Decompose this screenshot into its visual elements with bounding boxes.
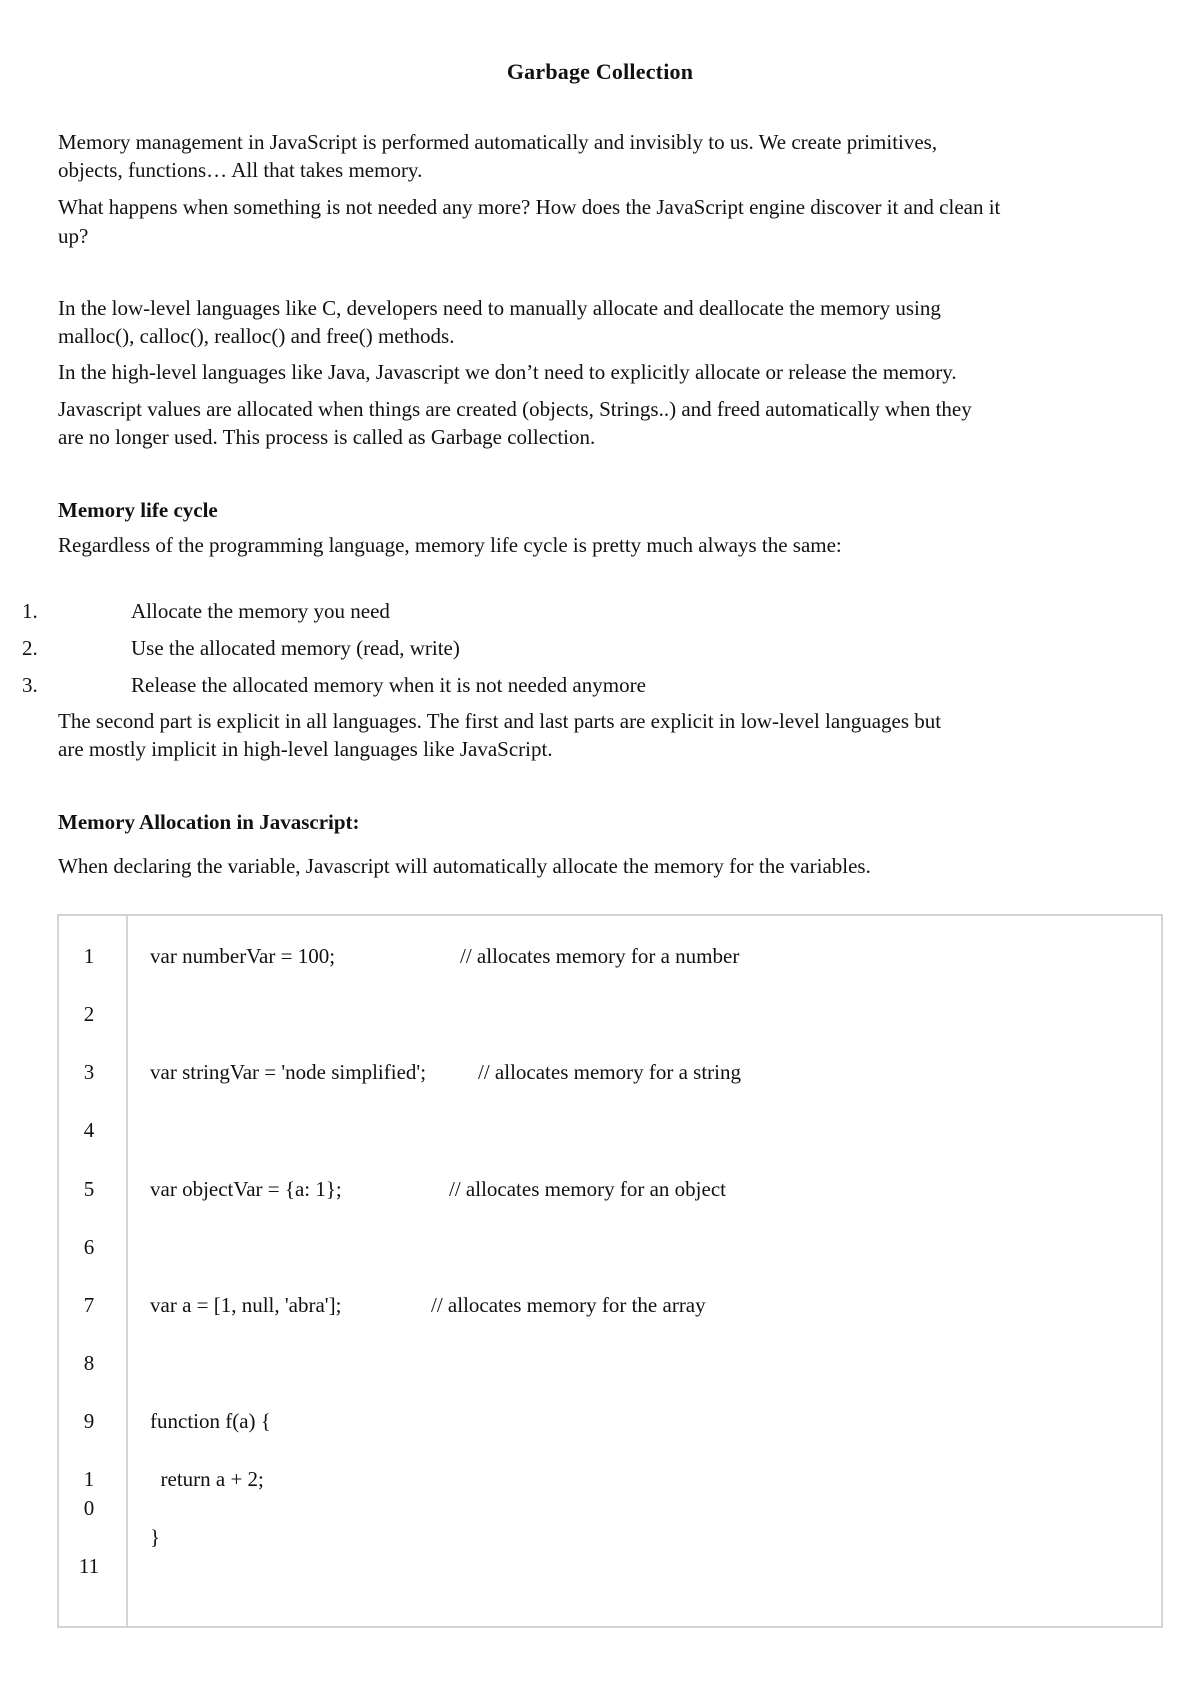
line-number: 1 [83, 1467, 95, 1491]
list-item-number: 1. [22, 599, 38, 623]
section-heading-life-cycle: Memory life cycle [58, 498, 218, 522]
languages-paragraph-line: In the low-level languages like C, developers need to manually allocate and deallocate the memory using [58, 296, 941, 320]
intro-paragraph-line: What happens when something is not needed any more? How does the JavaScript engine discover it and clean it [58, 195, 1001, 219]
page-title: Garbage Collection [506, 59, 694, 84]
line-number: 2 [83, 1002, 95, 1026]
code-line: } [150, 1525, 161, 1549]
section-heading-allocation: Memory Allocation in Javascript: [58, 810, 360, 834]
list-item-number: 3. [22, 673, 38, 697]
languages-paragraph-line: In the high-level languages like Java, Javascript we don’t need to explicitly allocate or release the memory. [58, 360, 957, 384]
list-item-number: 2. [22, 636, 38, 660]
code-line: var objectVar = {a: 1}; [150, 1177, 342, 1201]
languages-paragraph-line: Javascript values are allocated when things are created (objects, Strings..) and freed automatically when they [58, 397, 972, 421]
code-gutter-divider [126, 914, 128, 1628]
languages-paragraph-line: malloc(), calloc(), realloc() and free() methods. [58, 324, 455, 348]
life-cycle-outro-line: are mostly implicit in high-level languages like JavaScript. [58, 737, 553, 761]
line-number: 8 [83, 1351, 95, 1375]
code-line: var numberVar = 100; [150, 944, 336, 968]
line-number: 3 [83, 1060, 95, 1084]
code-comment: // allocates memory for a number [460, 944, 740, 968]
list-item-text: Use the allocated memory (read, write) [131, 636, 460, 660]
life-cycle-intro: Regardless of the programming language, memory life cycle is pretty much always the same: [58, 533, 842, 557]
code-line: function f(a) { [150, 1409, 271, 1433]
allocation-intro: When declaring the variable, Javascript will automatically allocate the memory for the variables. [58, 854, 871, 878]
code-line: var a = [1, null, 'abra']; [150, 1293, 342, 1317]
code-line: return a + 2; [150, 1467, 264, 1491]
intro-paragraph-line: up? [58, 224, 89, 248]
line-number: 7 [83, 1293, 95, 1317]
line-number: 1 [83, 944, 95, 968]
line-number: 0 [83, 1496, 95, 1520]
life-cycle-outro-line: The second part is explicit in all languages. The first and last parts are explicit in low-level languages but [58, 709, 942, 733]
line-number: 5 [83, 1177, 95, 1201]
languages-paragraph-line: are no longer used. This process is called as Garbage collection. [58, 425, 596, 449]
list-item-text: Release the allocated memory when it is not needed anymore [131, 673, 646, 697]
code-comment: // allocates memory for a string [478, 1060, 742, 1084]
line-number: 9 [83, 1409, 95, 1433]
intro-paragraph-line: objects, functions… All that takes memory. [58, 158, 423, 182]
code-block [57, 914, 1163, 1628]
intro-paragraph-line: Memory management in JavaScript is performed automatically and invisibly to us. We create primitives, [58, 130, 938, 154]
code-comment: // allocates memory for the array [431, 1293, 706, 1317]
code-line: var stringVar = 'node simplified'; [150, 1060, 427, 1084]
line-number: 6 [83, 1235, 95, 1259]
list-item-text: Allocate the memory you need [131, 599, 390, 623]
code-comment: // allocates memory for an object [449, 1177, 726, 1201]
line-number: 4 [83, 1118, 95, 1142]
line-number: 11 [78, 1554, 100, 1578]
